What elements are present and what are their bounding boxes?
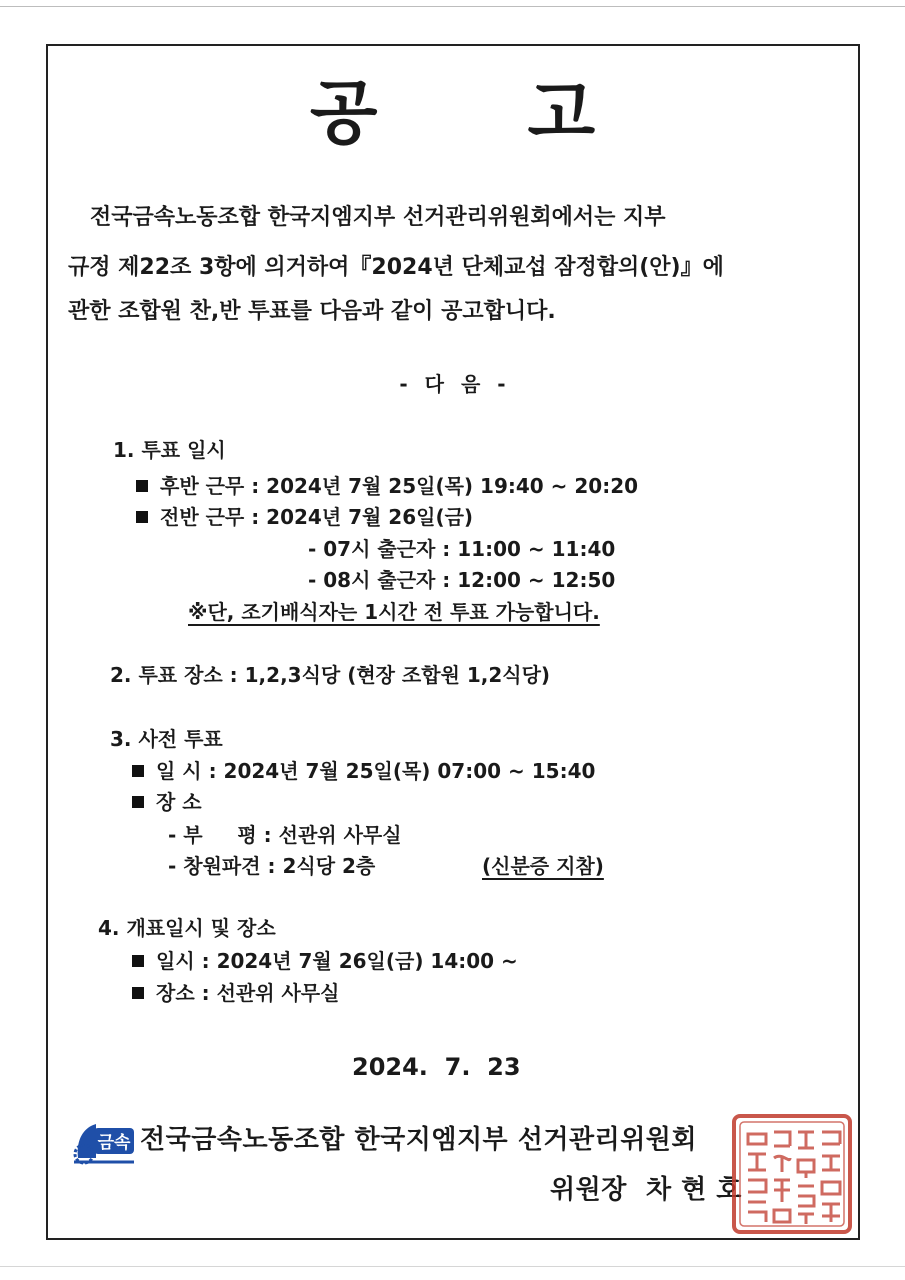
section-3-heading: 3. 사전 투표	[110, 727, 223, 751]
section-3-sub-2: - 창원파견 : 2식당 2층	[168, 854, 376, 878]
notice-date: 2024. 7. 23	[352, 1053, 521, 1081]
official-seal-icon	[730, 1112, 854, 1236]
bullet-square-icon	[132, 987, 144, 999]
organization-name: 전국금속노동조합 한국지엠지부 선거관리위원회	[140, 1125, 698, 1155]
notice-title	[0, 68, 905, 158]
top-rule	[0, 6, 905, 7]
bullet-square-icon	[132, 796, 144, 808]
bottom-rule	[0, 1266, 905, 1267]
section-3-sub-1: - 부 평 : 선관위 사무실	[168, 823, 402, 847]
section-1-sub-1: - 07시 출근자 : 11:00 ~ 11:40	[308, 537, 616, 561]
chair-name: 위원장 차 현 호	[550, 1175, 742, 1205]
svg-text:금속: 금속	[97, 1133, 131, 1153]
section-4-heading: 4. 개표일시 및 장소	[98, 916, 276, 940]
section-3-item-2: 장 소	[132, 788, 202, 816]
bullet-square-icon	[132, 955, 144, 967]
intro-line-2: 규정 제22조 3항에 의거하여『2024년 단체교섭 잠정합의(안)』에	[68, 255, 724, 280]
section-2-heading: 2. 투표 장소 : 1,2,3식당 (현장 조합원 1,2식당)	[110, 663, 551, 687]
title-char-2: 고	[527, 72, 596, 154]
section-3-sub-2-note: (신분증 지참)	[482, 854, 604, 878]
section-3-item-1: 일 시 : 2024년 7월 25일(목) 07:00 ~ 15:40	[132, 757, 595, 785]
section-1-note: ※단, 조기배식자는 1시간 전 투표 가능합니다.	[188, 600, 600, 624]
title-char-1: 공	[309, 72, 378, 154]
union-logo-icon	[72, 1118, 136, 1168]
section-1-heading: 1. 투표 일시	[113, 438, 226, 462]
divider-label: - 다 음 -	[399, 372, 506, 396]
bullet-square-icon	[136, 480, 148, 492]
section-1-item-2: 전반 근무 : 2024년 7월 26일(금)	[136, 503, 473, 531]
section-4-item-1: 일시 : 2024년 7월 26일(금) 14:00 ~	[132, 947, 518, 975]
intro-line-3: 관한 조합원 찬,반 투표를 다음과 같이 공고합니다.	[68, 299, 556, 324]
section-4-item-2: 장소 : 선관위 사무실	[132, 979, 339, 1007]
section-1-sub-2: - 08시 출근자 : 12:00 ~ 12:50	[308, 568, 616, 592]
bullet-square-icon	[136, 511, 148, 523]
section-1-item-1: 후반 근무 : 2024년 7월 25일(목) 19:40 ~ 20:20	[136, 472, 638, 500]
intro-line-1: 전국금속노동조합 한국지엠지부 선거관리위원회에서는 지부	[90, 205, 666, 230]
bullet-square-icon	[132, 765, 144, 777]
